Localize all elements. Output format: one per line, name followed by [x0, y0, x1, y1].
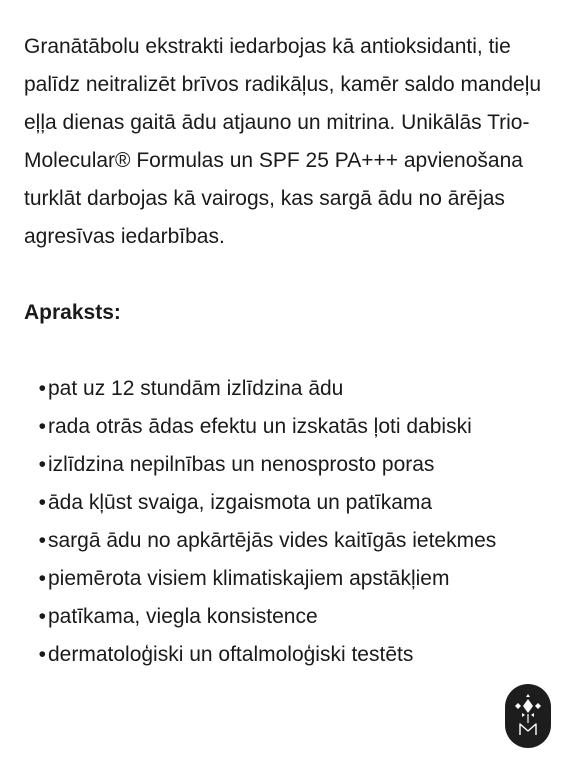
list-item-text: izlīdzina nepilnības un nenosprosto poras [48, 453, 435, 476]
list-item [24, 598, 554, 636]
bullet-icon: • [38, 377, 46, 400]
brand-logo-icon [513, 693, 543, 739]
list-item [24, 408, 554, 446]
bullet-icon: • [38, 491, 46, 514]
feature-list [24, 370, 554, 674]
product-description [24, 28, 554, 674]
list-item [24, 522, 554, 560]
description-heading: Apraksts: [24, 301, 121, 324]
bullet-icon: • [38, 453, 46, 476]
list-item [24, 446, 554, 484]
list-item-text: sargā ādu no apkārtējās vides kaitīgās ietekmes [48, 529, 497, 552]
list-item-text: pat uz 12 stundām izlīdzina ādu [48, 377, 344, 400]
brand-button[interactable] [505, 684, 551, 748]
list-item-text: dermatoloģiski un oftalmoloģiski testēts [48, 643, 414, 666]
list-item-text: rada otrās ādas efektu un izskatās ļoti dabiski [48, 415, 472, 438]
list-item [24, 560, 554, 598]
list-item [24, 636, 554, 674]
intro-paragraph: Granātābolu ekstrakti iedarbojas kā antioksidanti, tie palīdz neitralizēt brīvos radikāļus, kamēr saldo mandeļu eļļa dienas gaitā ādu atjauno un mitrina. Unikālās Trio-Molecular® Formulas un SPF 25 PA+++ apvienošana turklāt darbojas kā vairogs, kas sargā ādu no ārējas agresīvas iedarbības. [24, 35, 542, 248]
list-item [24, 370, 554, 408]
bullet-icon: • [38, 605, 46, 628]
list-item-text: patīkama, viegla konsistence [48, 605, 318, 628]
bullet-icon: • [38, 567, 46, 590]
bullet-icon: • [38, 529, 46, 552]
list-item-text: āda kļūst svaiga, izgaismota un patīkama [48, 491, 433, 514]
list-item-text: piemērota visiem klimatiskajiem apstākļiem [48, 567, 450, 590]
bullet-icon: • [38, 415, 46, 438]
bullet-icon: • [38, 643, 46, 666]
list-item [24, 484, 554, 522]
